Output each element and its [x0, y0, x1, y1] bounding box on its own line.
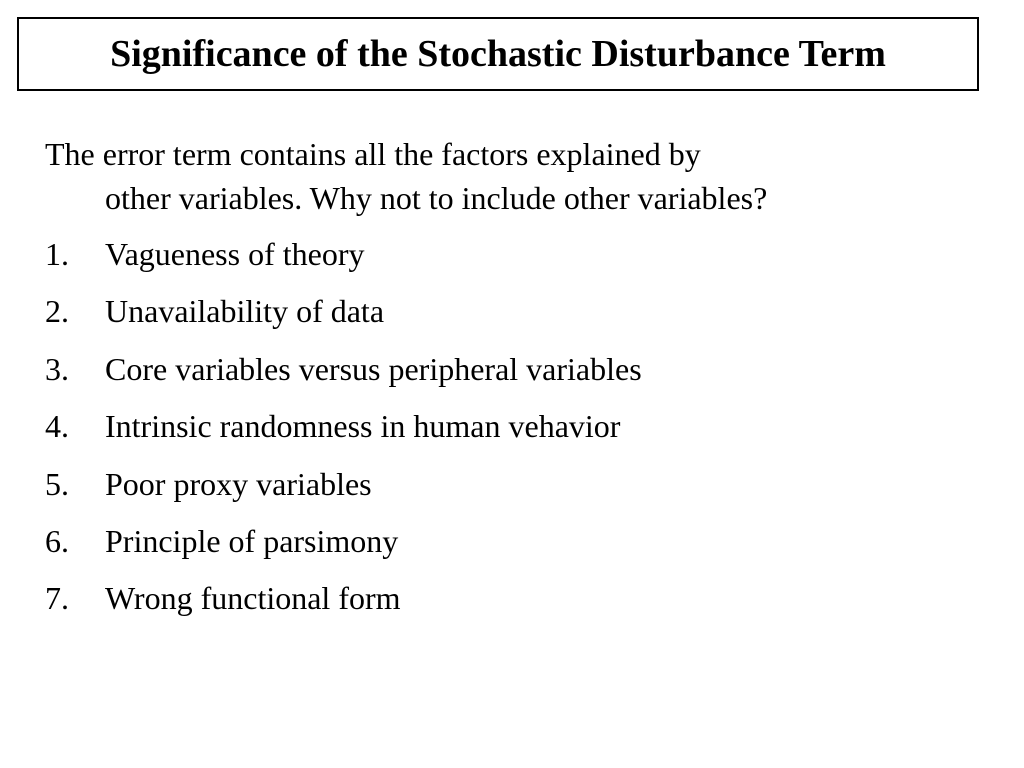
title-box	[17, 17, 979, 91]
intro-paragraph	[45, 132, 975, 220]
list-item-text: Principle of parsimony	[105, 522, 399, 559]
list-item	[45, 408, 642, 465]
list-item-number: 2.	[45, 293, 69, 330]
slide-title: Significance of the Stochastic Disturbance Term	[110, 33, 886, 75]
list-item	[45, 293, 642, 350]
reasons-list	[45, 236, 642, 638]
list-item	[45, 236, 642, 293]
list-item-number: 3.	[45, 350, 69, 387]
list-item-number: 6.	[45, 522, 69, 559]
list-item	[45, 351, 642, 408]
list-item	[45, 523, 642, 580]
intro-line-1: The error term contains all the factors explained by	[45, 136, 701, 172]
list-item-text: Vagueness of theory	[105, 236, 365, 272]
list-item-text: Wrong functional form	[105, 580, 401, 617]
list-item-number: 7.	[45, 580, 69, 617]
list-item-number: 5.	[45, 465, 69, 502]
list-item-text: Core variables versus peripheral variables	[105, 350, 642, 387]
list-item	[45, 466, 642, 523]
list-item-number: 1.	[45, 236, 69, 272]
list-item-text: Poor proxy variables	[105, 465, 372, 502]
list-item-number: 4.	[45, 408, 69, 445]
intro-line-2: other variables. Why not to include other variables?	[105, 180, 768, 216]
list-item-text: Intrinsic randomness in human vehavior	[105, 408, 621, 445]
list-item-text: Unavailability of data	[105, 293, 385, 330]
list-item	[45, 580, 642, 637]
